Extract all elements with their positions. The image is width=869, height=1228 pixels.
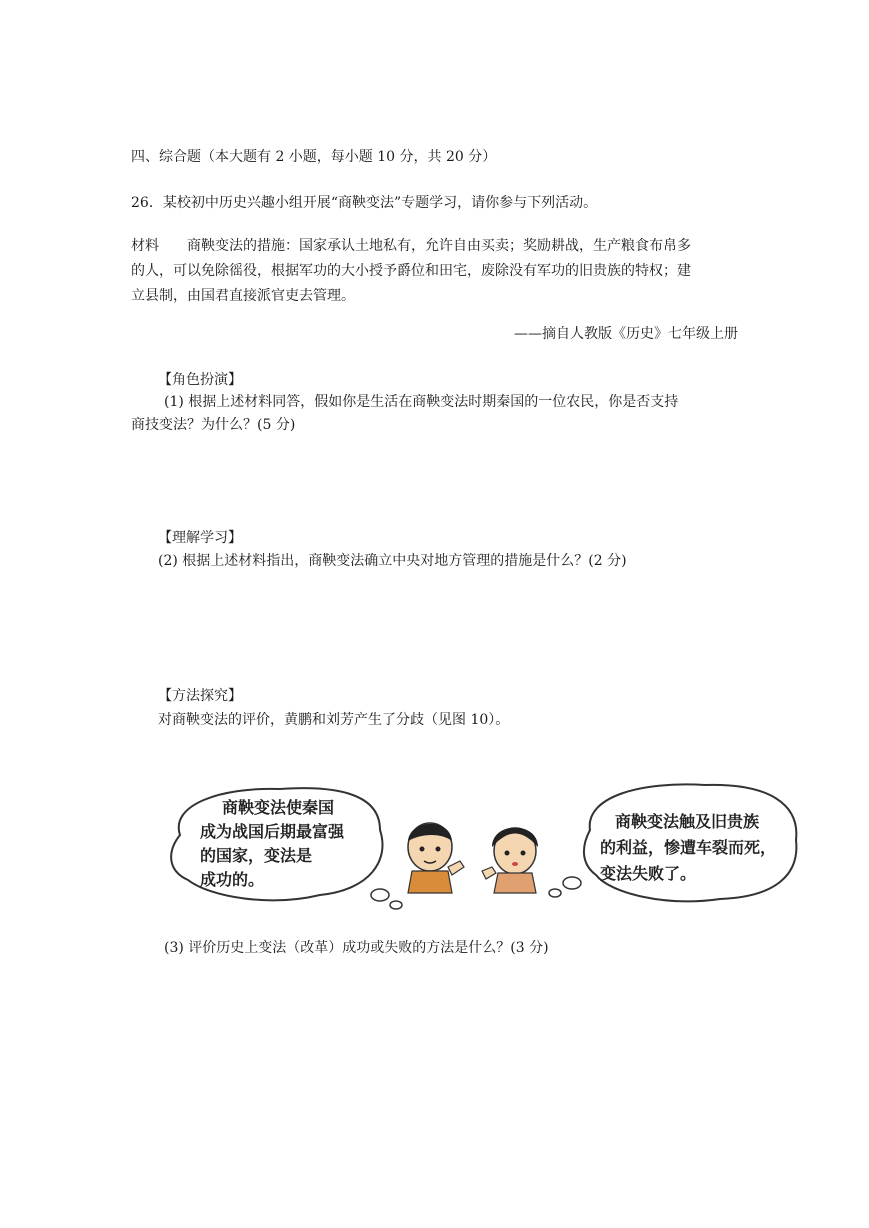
material-line-1 bbox=[131, 236, 691, 256]
part2-heading: 【理解学习】 bbox=[158, 530, 242, 546]
right-bubble-line-3: 变法失败了。 bbox=[600, 864, 697, 883]
material-source: ——摘自人教版《历史》七年级上册 bbox=[514, 326, 738, 342]
figure-10-cartoon bbox=[160, 775, 800, 935]
boy-figure-icon bbox=[408, 823, 464, 893]
part2-question: (2) 根据上述材料指出，商鞅变法确立中央对地方管理的措施是什么？(2 分) bbox=[158, 553, 627, 569]
question-26: 26．某校初中历史兴趣小组开展“商鞅变法”专题学习，请你参与下列活动。 bbox=[131, 195, 598, 211]
material-line-2: 的人，可以免除徭役，根据军功的大小授予爵位和田宅，废除没有军功的旧贵族的特权；建 bbox=[131, 263, 691, 279]
material-text-1: 商鞅变法的措施：国家承认土地私有，允许自由买卖；奖励耕战，生产粮食布帛多 bbox=[187, 238, 691, 254]
material-line-3: 立县制，由国君直接派官吏去管理。 bbox=[131, 288, 355, 304]
part3-intro: 对商鞅变法的评价，黄鹏和刘芳产生了分歧（见图 10）。 bbox=[158, 712, 510, 728]
left-bubble-line-4: 成功的。 bbox=[200, 870, 265, 889]
part3-question: (3) 评价历史上变法（改革）成功或失败的方法是什么？(3 分) bbox=[164, 940, 549, 956]
part1-heading: 【角色扮演】 bbox=[158, 372, 242, 388]
left-bubble-line-2: 成为战国后期最富强 bbox=[200, 822, 345, 841]
right-bubble-line-2: 的利益，惨遭车裂而死， bbox=[600, 838, 777, 857]
girl-figure-icon bbox=[482, 828, 538, 894]
part1-question-line-2: 商技变法？为什么？(5 分) bbox=[131, 417, 296, 433]
part1-question-line-1: (1) 根据上述材料同答，假如你是生活在商鞅变法时期秦国的一位农民，你是否支持 bbox=[164, 394, 679, 410]
material-label: 材料 bbox=[131, 238, 159, 254]
left-bubble-line-3: 的国家，变法是 bbox=[200, 846, 313, 865]
right-bubble-line-1: 商鞅变法触及旧贵族 bbox=[615, 812, 760, 831]
part3-heading: 【方法探究】 bbox=[158, 688, 242, 704]
section-heading: 四、综合题（本大题有 2 小题，每小题 10 分，共 20 分） bbox=[131, 149, 497, 165]
left-bubble-line-1: 商鞅变法使秦国 bbox=[222, 798, 335, 817]
